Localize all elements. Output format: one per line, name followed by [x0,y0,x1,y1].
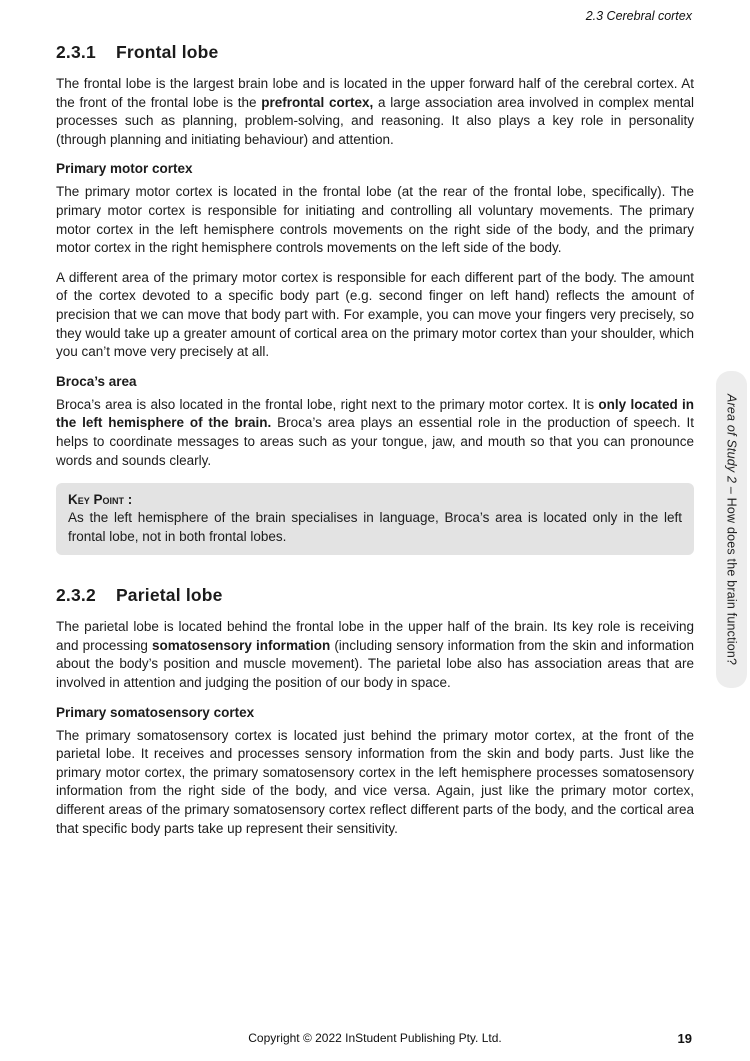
body-text: The primary motor cortex is located in the frontal lobe (at the rear of the frontal lobe, specifically). The primary motor cortex is responsible for initiating and controlling all voluntary movements. The primary motor cortex in the left hemisphere controls movements on the right side of the body, and the primary motor cortex in the right hemisphere controls movements on the left side of the body. [56,184,694,256]
paragraph [56,396,694,470]
section-title: Frontal lobe [115,42,219,62]
body-text: The primary somatosensory cortex is located just behind the primary motor cortex, at the front of the parietal lobe. It receives and processes sensory information from the skin and body parts. Just like the primary motor cortex, the primary somatosensory cortex in the left hemisphere processes somatosensory information from the right side of the body, and vice versa. Again, just like the primary motor cortex, different areas of the primary somatosensory cortex reflect different parts of the body, and the cortical area that specific body parts take up represent their sensitivity. [56,727,694,836]
body-text: The frontal lobe is the largest brain lobe and is located in the upper forward half of the cerebral cortex. At the front of the frontal lobe is the [56,76,694,110]
body-text: a large association area involved in complex mental processes such as planning, problem-solving, and reasoning. It also plays a key role in personality (through planning and initiating behaviour) and attention. [56,94,694,147]
chapter-side-tab [716,371,747,688]
page-content [56,42,694,849]
chapter-side-tab-label [725,394,739,665]
paragraph [56,75,694,149]
paragraph [56,618,694,692]
section-heading [56,585,694,606]
subsection-heading: Primary somatosensory cortex [56,704,255,720]
key-point-label: Key Point : [68,492,133,508]
side-tab-label-italic: Area of Study 2 – [724,393,739,498]
paragraph [56,269,694,362]
body-text: (including sensory information from the skin and information about the body’s position and muscle movement). The parietal lobe also has association areas that are involved in attention and judging the position of our body in space. [56,637,695,691]
copyright-text: Copyright © 2022 InStudent Publishing Pty. Ltd. [248,1031,502,1045]
body-text: Broca’s area is also located in the frontal lobe, right next to the primary motor cortex. It is [56,396,599,412]
section-title: Parietal lobe [115,585,223,606]
bold-text: prefrontal cortex, [261,94,374,110]
section-number: 2.3.2 [56,585,96,606]
subsection-heading: Broca’s area [56,373,137,389]
side-tab-label-normal: How does the brain function? [724,497,739,666]
body-text: The parietal lobe is located behind the frontal lobe in the upper half of the brain. Its key role is receiving and processing [56,619,694,653]
body-text: A different area of the primary motor cortex is responsible for each different part of the body. The amount of the cortex devoted to a specific body part (e.g. second finger on left hand) reflects the amount of precision that we can move that body part with. For example, you can move your fingers very precisely, so they would take up a greater amount of cortical area on the primary motor cortex than your shoulder, which you can’t move very precisely at all. [56,269,694,360]
body-text: Broca’s area plays an essential role in the production of speech. It helps to coordinate messages to areas such as your tongue, jaw, and mouth so that you can pronounce words and sounds clearly. [56,415,694,468]
page-footer [0,1031,750,1049]
key-point-box [56,483,694,555]
paragraph [56,727,694,839]
bold-text: somatosensory information [152,637,331,653]
running-header: 2.3 Cerebral cortex [585,9,692,23]
section-number: 2.3.1 [56,42,96,62]
subsection-heading: Primary motor cortex [56,161,193,177]
paragraph [56,183,694,257]
bold-text: only located in the left hemisphere of the brain. [56,396,695,431]
section-heading [56,42,694,63]
key-point-text: As the left hemisphere of the brain specialises in language, Broca’s area is located only in the left frontal lobe, not in both frontal lobes. [68,510,682,544]
page-number: 19 [677,1031,692,1046]
